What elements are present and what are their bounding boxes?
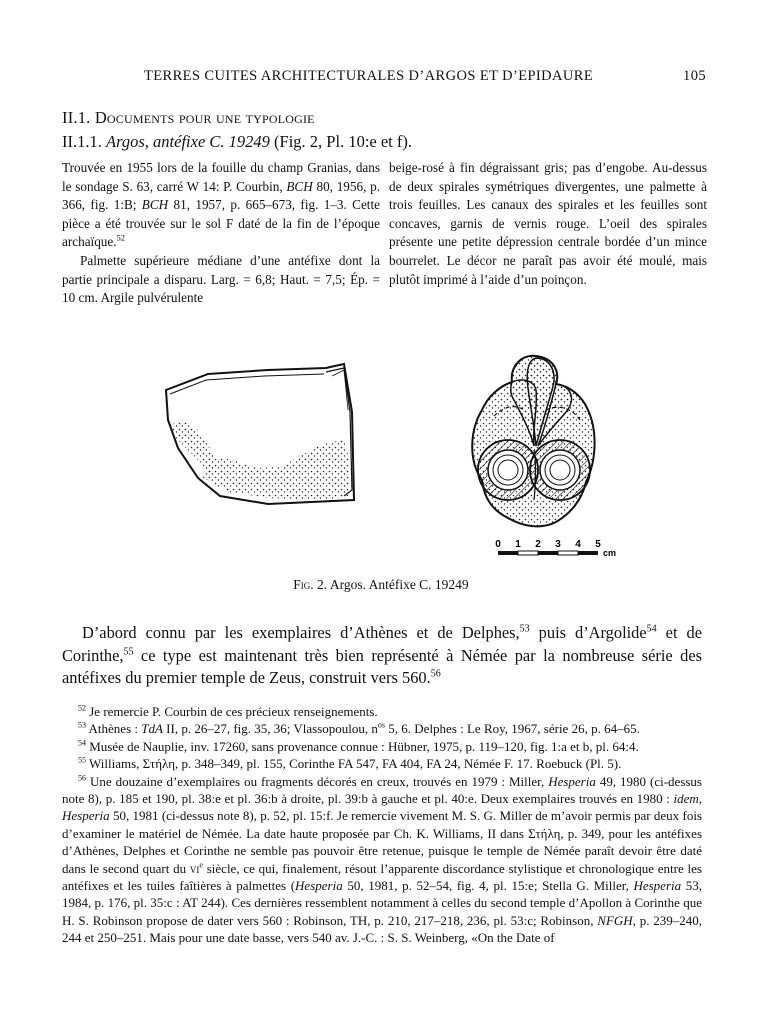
section-heading: II.1. Documents pour une typologie: [62, 108, 315, 127]
footnote-text: 50, 1981, p. 52–54, fig. 4, pl. 15:e; Stella G. Miller,: [342, 878, 634, 894]
journal-title: Hesperia: [548, 773, 596, 789]
antefix-profile-drawing: [148, 350, 358, 510]
subsection-heading: [62, 132, 412, 152]
footnote-55: [62, 755, 702, 772]
scale-tick-label: 1: [515, 539, 521, 550]
scale-unit: cm: [603, 548, 617, 558]
scale-tick-label: 4: [575, 539, 581, 550]
footnote-number: 54: [78, 738, 86, 748]
footnote-53: [62, 720, 702, 737]
footnote-ref[interactable]: 54: [646, 623, 657, 635]
text-run: 81, 1957, p. 665–673, fig. 1–3. Cette pièce a été trouvée sur le sol F daté de la fin de l’époque archaïque.: [62, 197, 380, 250]
abbrev: NFGH: [597, 912, 633, 928]
footnote-ref[interactable]: 52: [116, 232, 126, 243]
footnote-text: 53, 1984, p. 176, pl. 35:c : AT 244). Ces dernières ressemblent notamment à celles du second temple d’Apollon à Corinthe que H. S. Robinson propose de dater vers 560 : Robinson, TH, p. 210, 217–218, 236, pl. 53:c; Robinson,: [62, 878, 703, 928]
footnote-56: [62, 773, 702, 947]
footnote-ref[interactable]: 55: [123, 646, 134, 658]
text-run: D’abord connu par les exemplaires d’Athènes et de Delphes,: [82, 623, 520, 642]
footnote-text: Une douzaine d’exemplaires ou fragments décorés en creux, trouvés en 1979 : Miller,: [86, 773, 549, 789]
scale-tick-label: 5: [595, 539, 601, 550]
text-run: et de Corinthe,: [62, 623, 703, 665]
footnote-number: 53: [78, 721, 86, 731]
subsection-figure-ref: (Fig. 2, Pl. 10:e et f).: [269, 132, 412, 151]
journal-title: Hesperia: [62, 808, 110, 824]
text-run: ce type est maintenant très bien représenté à Némée par la nombreuse série des antéfixes du premier temple de Zeus, construit vers 560.: [62, 645, 702, 688]
scale-tick-label: 0: [495, 539, 501, 550]
scale-tick-label: 2: [535, 539, 541, 550]
scale-segment: [518, 551, 538, 555]
left-column: [62, 159, 380, 308]
footnote-number: 52: [78, 703, 86, 713]
scale-segment: [558, 551, 578, 555]
journal-title: Hesperia: [633, 878, 682, 894]
right-column: [389, 159, 707, 289]
caption-label: Fig. 2.: [293, 577, 328, 592]
journal-abbrev: BCH: [286, 178, 313, 194]
footnote-54: [62, 738, 702, 755]
provenance-paragraph: [62, 159, 380, 252]
journal-abbrev: BCH: [141, 197, 169, 213]
footnote-number: 56: [78, 773, 86, 783]
footnote-text: Williams, Στήλη, p. 348–349, pl. 155, Corinthe FA 547, FA 404, FA 24, Némée F. 17. Roebuck (Pl. 5).: [86, 756, 622, 772]
antefix-front-drawing: [464, 350, 604, 535]
footnote-text: siècle, ce qui, finalement, résout l’apparente discordance stylistique et chronologique entre les antéfixes et les tuiles faîtières à palmettes (: [62, 860, 702, 894]
running-title: TERRES CUITES ARCHITECTURALES D’ARGOS ET D’EPIDAURE: [144, 68, 594, 84]
footnote-text: 5, 6. Delphes : Le Roy, 1967, série 26, p. 64–65.: [385, 721, 640, 737]
text-run: puis d’Argolide: [529, 623, 647, 642]
footnote-text: Je remercie P. Courbin de ces précieux renseignements.: [86, 704, 378, 719]
scale-tick-label: 3: [555, 539, 561, 550]
subsection-title: Argos, antéfixe C. 19249: [106, 132, 270, 151]
footnote-text: Athènes :: [86, 721, 142, 737]
description-continued: beige-rosé à fin dégraissant gris; pas d’engobe. Au-dessus de deux spirales symétriques divergentes, une palmette à trois feuilles. Les canaux des spirales et les feuilles sont concaves, garnis de vernis rouge. L’oeil des spirales présente une petite dépression centrale bordée d’un mince bourrelet. Le décor ne paraît pas avoir été moulé, mais plutôt imprimé à l’aide d’un poinçon.: [389, 160, 707, 287]
journal-title: Hesperia: [295, 878, 343, 894]
footnote-text: II, p. 26–27, fig. 35, 36; Vlassopoulou, n: [162, 721, 378, 737]
footnotes: [62, 703, 702, 947]
scale-segment: [498, 551, 518, 555]
century-numeral: vi: [189, 860, 200, 876]
footnote-text: 50, 1981 (ci-dessus note 8), p. 52, pl. 15:f. Je remercie vivement M. S. G. Miller de m’avoir permis par deux fois d’examiner le matériel de Némée. La date haute proposée par Ch. K. Williams, II dans Στήλη, p. 349, pour les antéfixes d’Athènes, Delphes et Corinthe ne semble pas pouvoir être retenue, puisque le temple de Némée paraît devoir être daté dans le second quart du: [62, 808, 702, 876]
footnote-number: 55: [78, 755, 86, 765]
footnote-ref[interactable]: 53: [519, 623, 530, 635]
main-paragraph: [62, 622, 702, 690]
footnote-52: [62, 703, 702, 720]
figure-caption: [0, 577, 762, 593]
text-run: 80, 1956, p. 366, fig. 1:B;: [62, 178, 381, 213]
idem: idem: [673, 791, 699, 807]
footnote-text: , p. 239–240, 244 et 250–251. Mais pour une date basse, vers 540 av. J.-C. : S. S. Weinberg, «On the Date of: [62, 912, 703, 946]
superscript: e: [199, 860, 203, 870]
scale-segment: [578, 551, 598, 555]
footnote-text: 49, 1980 (ci-dessus note 8), p. 185 et 190, pl. 38:e et pl. 36:b à droite, pl. 39:b à gauche et pl. 40:e. Deux exemplaires trouvés en 1980 :: [62, 773, 702, 807]
footnote-text: Musée de Nauplie, inv. 17260, sans provenance connue : Hübner, 1975, p. 119–120, fig. 1:a et b, pl. 64:4.: [86, 738, 639, 754]
page-number: 105: [683, 68, 706, 84]
caption-text: Argos. Antéfixe C. 19249: [327, 577, 469, 592]
footnote-ref[interactable]: 56: [430, 668, 441, 680]
scale-bar: [496, 537, 636, 559]
text-run: Trouvée en 1955 lors de la fouille du champ Granias, dans le sondage S. 63, carré W 14: P. Courbin,: [62, 160, 380, 194]
abbrev: TdA: [141, 721, 163, 737]
scale-segment: [538, 551, 558, 555]
description-paragraph: Palmette supérieure médiane d’une antéfixe dont la partie principale a disparu. Larg. = 6,8; Haut. = 7,5; Ép. = 10 cm. Argile pulvérulente: [62, 252, 380, 306]
superscript: os: [377, 721, 386, 731]
footnote-text: ,: [698, 791, 702, 807]
subsection-number: II.1.1.: [62, 132, 102, 151]
